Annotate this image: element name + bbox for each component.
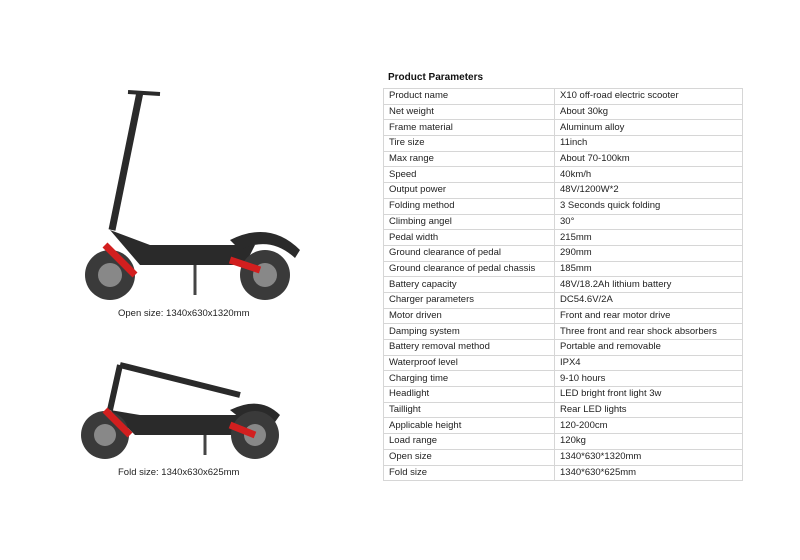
parameter-label: Fold size <box>384 465 555 481</box>
parameter-label: Taillight <box>384 402 555 418</box>
parameter-label: Battery capacity <box>384 277 555 293</box>
parameter-value: 48V/18.2Ah lithium battery <box>555 277 743 293</box>
parameter-label: Headlight <box>384 387 555 403</box>
parameter-value: 1340*630*1320mm <box>555 449 743 465</box>
parameter-label: Ground clearance of pedal <box>384 245 555 261</box>
scooter-folded-image <box>70 350 290 465</box>
parameter-label: Charging time <box>384 371 555 387</box>
parameter-value: 9-10 hours <box>555 371 743 387</box>
parameter-label: Tire size <box>384 136 555 152</box>
table-row <box>384 261 743 277</box>
parameter-value: 290mm <box>555 245 743 261</box>
table-row <box>384 324 743 340</box>
table-row <box>384 198 743 214</box>
parameter-label: Folding method <box>384 198 555 214</box>
parameter-value: 1340*630*625mm <box>555 465 743 481</box>
parameter-value: 185mm <box>555 261 743 277</box>
parameters-table <box>383 88 743 481</box>
parameter-label: Climbing angel <box>384 214 555 230</box>
scooter-open-image <box>70 80 310 305</box>
parameter-value: 120kg <box>555 434 743 450</box>
parameter-label: Max range <box>384 151 555 167</box>
table-row <box>384 277 743 293</box>
table-row <box>384 449 743 465</box>
parameter-label: Load range <box>384 434 555 450</box>
parameter-label: Motor driven <box>384 308 555 324</box>
parameter-label: Net weight <box>384 104 555 120</box>
parameter-label: Product name <box>384 89 555 105</box>
parameter-value: DC54.6V/2A <box>555 292 743 308</box>
table-row <box>384 292 743 308</box>
table-row <box>384 418 743 434</box>
table-row <box>384 465 743 481</box>
parameter-value: IPX4 <box>555 355 743 371</box>
table-row <box>384 245 743 261</box>
parameter-value: Rear LED lights <box>555 402 743 418</box>
parameter-label: Charger parameters <box>384 292 555 308</box>
table-row <box>384 120 743 136</box>
parameter-value: 30° <box>555 214 743 230</box>
table-row <box>384 371 743 387</box>
table-row <box>384 104 743 120</box>
open-size-caption: Open size: 1340x630x1320mm <box>118 308 250 319</box>
parameter-value: LED bright front light 3w <box>555 387 743 403</box>
table-row <box>384 183 743 199</box>
open-scooter-drawing <box>85 92 300 300</box>
folded-scooter-drawing <box>81 365 280 459</box>
parameter-label: Open size <box>384 449 555 465</box>
table-row <box>384 355 743 371</box>
section-title: Product Parameters <box>388 72 484 83</box>
parameter-label: Frame material <box>384 120 555 136</box>
parameter-value: 3 Seconds quick folding <box>555 198 743 214</box>
parameter-value: 11inch <box>555 136 743 152</box>
table-row <box>384 136 743 152</box>
table-row <box>384 402 743 418</box>
parameter-label: Speed <box>384 167 555 183</box>
table-row <box>384 308 743 324</box>
parameter-value: Front and rear motor drive <box>555 308 743 324</box>
fold-size-caption: Fold size: 1340x630x625mm <box>118 467 240 478</box>
parameter-value: Three front and rear shock absorbers <box>555 324 743 340</box>
parameter-value: X10 off-road electric scooter <box>555 89 743 105</box>
parameter-label: Pedal width <box>384 230 555 246</box>
table-row <box>384 167 743 183</box>
table-row <box>384 151 743 167</box>
parameter-label: Output power <box>384 183 555 199</box>
parameter-label: Battery removal method <box>384 340 555 356</box>
parameter-value: 48V/1200W*2 <box>555 183 743 199</box>
table-row <box>384 434 743 450</box>
table-row <box>384 230 743 246</box>
parameter-value: Aluminum alloy <box>555 120 743 136</box>
table-row <box>384 89 743 105</box>
table-row <box>384 340 743 356</box>
parameter-value: 40km/h <box>555 167 743 183</box>
parameter-label: Applicable height <box>384 418 555 434</box>
parameter-value: Portable and removable <box>555 340 743 356</box>
parameter-value: 215mm <box>555 230 743 246</box>
parameter-label: Ground clearance of pedal chassis <box>384 261 555 277</box>
parameter-label: Waterproof level <box>384 355 555 371</box>
parameter-value: About 30kg <box>555 104 743 120</box>
parameter-label: Damping system <box>384 324 555 340</box>
table-row <box>384 387 743 403</box>
parameter-value: About 70-100km <box>555 151 743 167</box>
parameter-value: 120-200cm <box>555 418 743 434</box>
table-row <box>384 214 743 230</box>
